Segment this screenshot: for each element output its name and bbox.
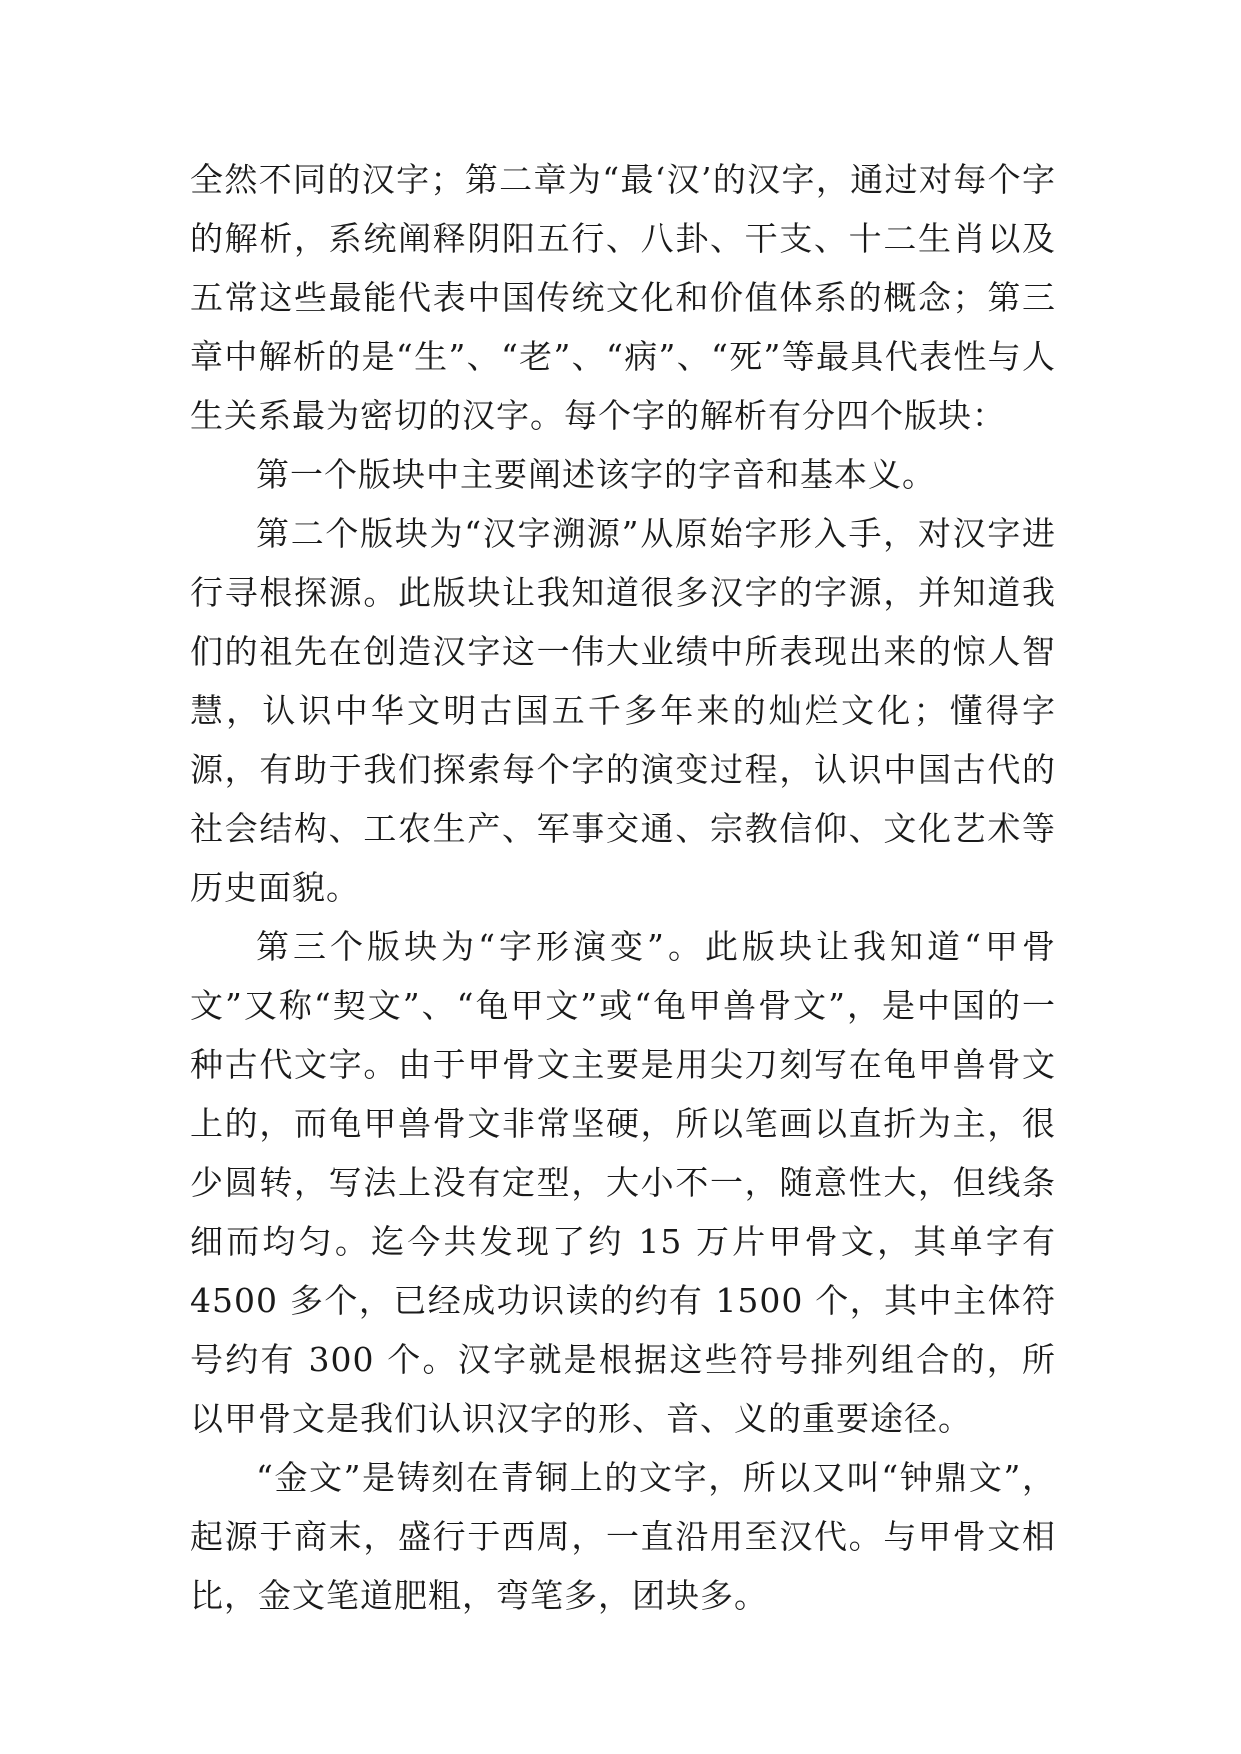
paragraph-5: “金文”是铸刻在青铜上的文字，所以又叫“钟鼎文”，起源于商末，盛行于西周，一直沿用至汉代。与甲骨文相比，金文笔道肥粗，弯笔多，团块多。 [190,1458,1056,1615]
paragraph-3: 第二个版块为“汉字溯源”从原始字形入手，对汉字进行寻根探源。此版块让我知道很多汉字的字源，并知道我们的祖先在创造汉字这一伟大业绩中所表现出来的惊人智慧，认识中华文明古国五千多年来的灿烂文化；懂得字源，有助于我们探索每个字的演变过程，认识中国古代的社会结构、工农生产、军事交通、宗教信仰、文化艺术等历史面貌。 [190,514,1056,907]
paragraph-2: 第一个版块中主要阐述该字的字音和基本义。 [256,455,936,494]
document-body [190,150,1056,1625]
paragraph-1: 全然不同的汉字；第二章为“最‘汉’的汉字，通过对每个字的解析，系统阐释阴阳五行、八卦、干支、十二生肖以及五常这些最能代表中国传统文化和价值体系的概念；第三章中解析的是“生”、“老”、“病”、“死”等最具代表性与人生关系最为密切的汉字。每个字的解析有分四个版块： [190,160,1056,435]
paragraph-4: 第三个版块为“字形演变”。此版块让我知道“甲骨文”又称“契文”、“龟甲文”或“龟甲兽骨文”，是中国的一种古代文字。由于甲骨文主要是用尖刀刻写在龟甲兽骨文上的，而龟甲兽骨文非常坚硬，所以笔画以直折为主，很少圆转，写法上没有定型，大小不一，随意性大，但线条细而均匀。迄今共发现了约 15 万片甲骨文，其单字有 4500 多个，已经成功识读的约有 1500 个，其中主体符号约有 300 个。汉字就是根据这些符号排列组合的，所以甲骨文是我们认识汉字的形、音、义的重要途径。 [190,927,1056,1438]
